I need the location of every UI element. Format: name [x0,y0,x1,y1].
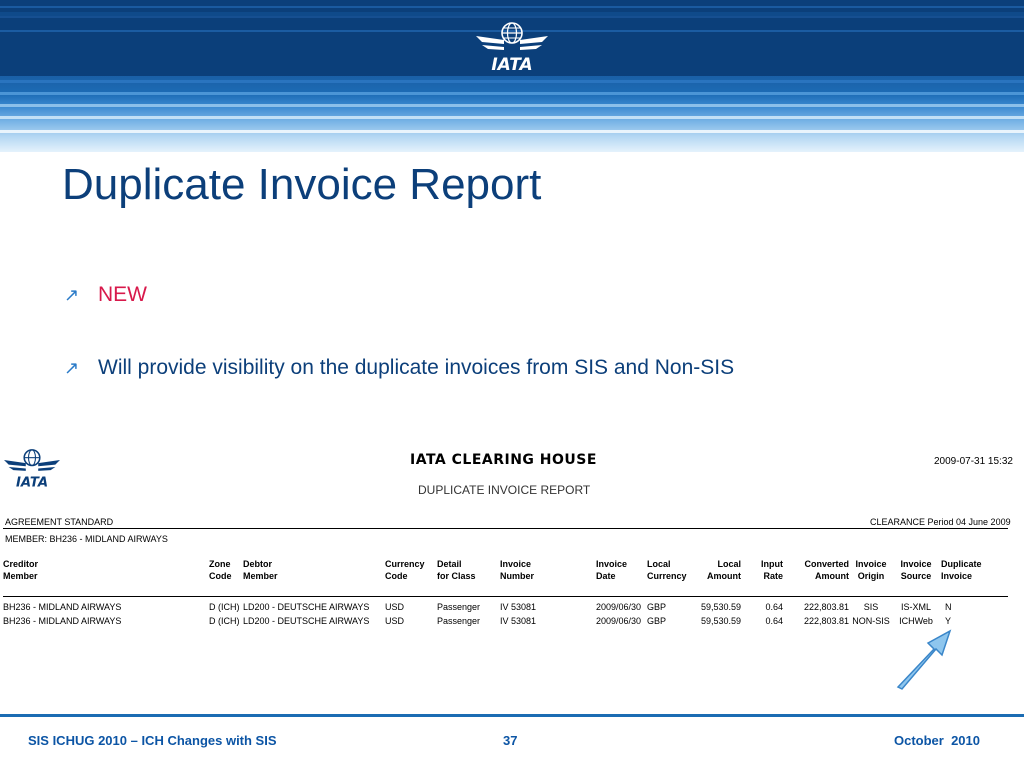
agreement-label: AGREEMENT STANDARD [5,517,114,527]
banner-stripe [0,130,1024,133]
column-header: Local Amount [707,559,741,581]
pointer-arrow-icon [890,627,960,692]
duplicate-invoice-table [3,558,997,628]
table-cell: GBP [647,602,667,612]
iata-logo [474,18,550,72]
page-number: 37 [503,733,518,748]
table-cell: USD [385,602,405,612]
column-header: Detail for Class [437,559,476,581]
table-cell: 2009/06/30 [596,602,642,612]
table-cell: Y [945,616,952,626]
table-cell: IV 53081 [500,616,537,626]
table-cell: 59,530.59 [700,616,741,626]
column-header: Local Currency [647,559,687,581]
banner-stripe [0,104,1024,107]
table-cell: LD200 - DEUTSCHE AIRWAYS [243,602,370,612]
page-title: Duplicate Invoice Report [62,160,542,209]
table-cell: NON-SIS [852,616,890,626]
column-header: Invoice Origin [855,559,887,581]
report-title: IATA CLEARING HOUSE [410,452,597,468]
table-cell: 222,803.81 [803,616,849,626]
report-subtitle: DUPLICATE INVOICE REPORT [418,483,591,497]
column-header: Currency Code [385,559,425,581]
bullet-item [64,283,147,307]
arrow-bullet-icon: ↗ [64,284,80,305]
svg-text:IATA: IATA [15,475,49,488]
column-header: Zone Code [209,559,232,581]
table-cell: Passenger [437,602,481,612]
column-header: Duplicate Invoice [941,559,982,581]
table-cell: 59,530.59 [700,602,741,612]
table-cell: USD [385,616,405,626]
table-cell: GBP [647,616,667,626]
header-banner [0,0,1024,152]
column-header: Invoice Number [500,559,535,581]
table-cell: SIS [863,602,879,612]
table-cell: BH236 - MIDLAND AIRWAYS [3,616,122,626]
banner-stripe [0,6,1024,8]
table-cell: IS-XML [900,602,931,612]
report-timestamp: 2009-07-31 15:32 [934,456,1013,467]
table-row [3,614,997,628]
column-header: Input Rate [761,559,783,581]
column-header: Creditor Member [3,559,39,581]
bullet-text: Will provide visibility on the duplicate invoices from SIS and Non-SIS [98,356,735,379]
bullet-item [64,356,734,380]
report-image [0,440,1024,680]
table-header-row [3,558,997,594]
column-header: Invoice Date [596,559,628,581]
banner-stripe [0,80,1024,83]
banner-stripe [0,116,1024,119]
column-header: Invoice Source [900,559,932,581]
table-cell: 2009/06/30 [596,616,642,626]
table-cell: LD200 - DEUTSCHE AIRWAYS [243,616,370,626]
table-cell: IV 53081 [500,602,537,612]
footer-line [0,714,1024,717]
arrow-bullet-icon: ↗ [64,357,80,378]
table-cell: 0.64 [765,602,783,612]
clearance-period: CLEARANCE Period 04 June 2009 [870,517,1011,527]
divider [3,528,1008,529]
table-cell: D (ICH) [209,602,240,612]
table-cell: D (ICH) [209,616,240,626]
footer-date: October 2010 [894,733,980,748]
footer-title: SIS ICHUG 2010 – ICH Changes with SIS [28,733,277,748]
table-cell: Passenger [437,616,481,626]
svg-text:IATA: IATA [491,55,533,72]
column-header: Converted Amount [804,559,849,581]
table-cell: BH236 - MIDLAND AIRWAYS [3,602,122,612]
bullet-text: NEW [98,283,147,306]
iata-logo [2,446,62,488]
table-row [3,600,997,614]
column-header: Debtor Member [243,559,278,581]
table-cell: 222,803.81 [803,602,849,612]
table-cell: 0.64 [765,616,783,626]
table-cell: N [945,602,952,612]
table-cell: ICHWeb [899,616,933,626]
banner-stripe [0,92,1024,95]
member-label: MEMBER: BH236 - MIDLAND AIRWAYS [5,534,168,544]
